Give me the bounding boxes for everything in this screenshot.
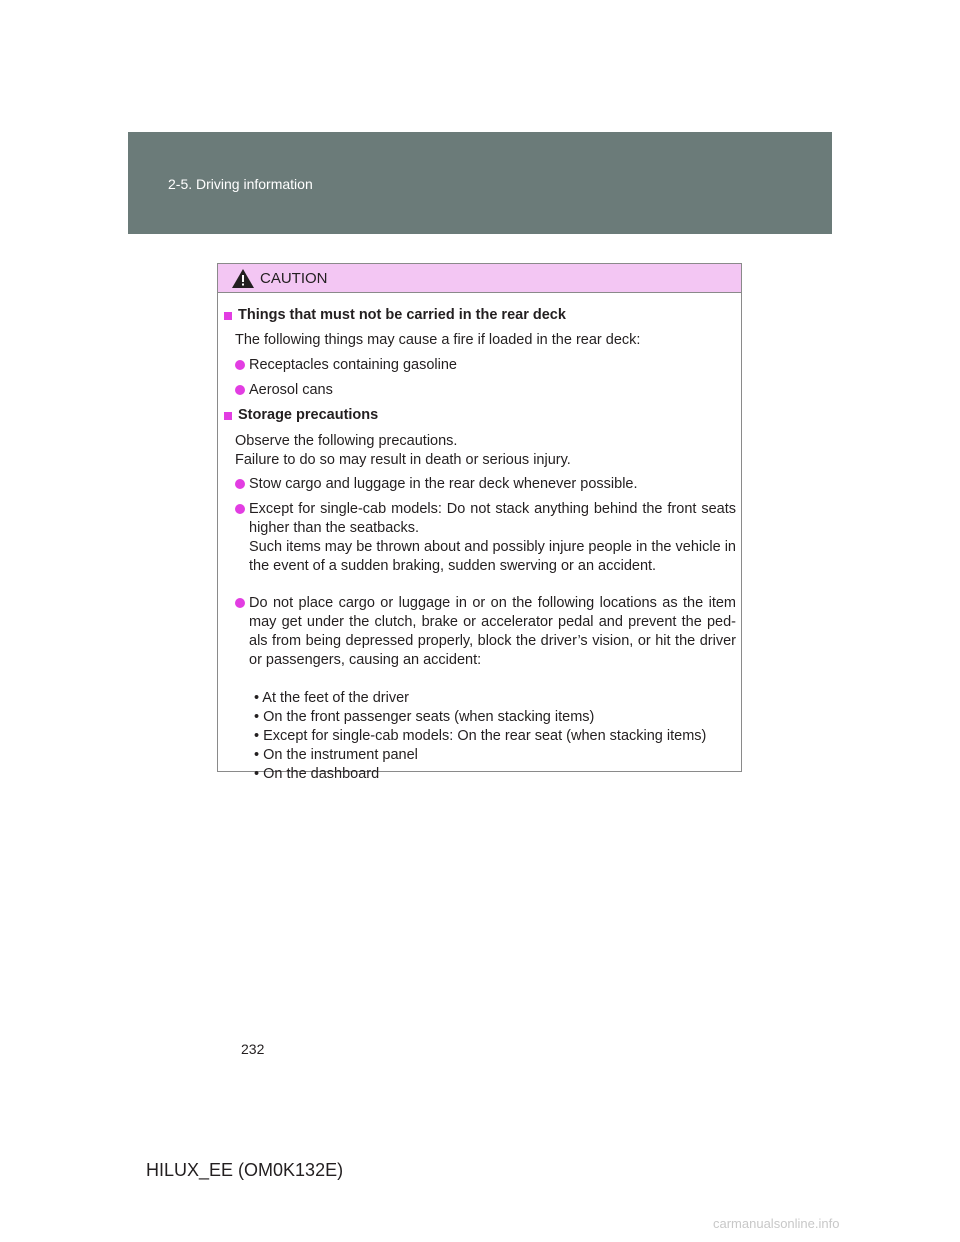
list-item: Do not place cargo or luggage in or on the following locations as the item may get under the clutch, brake or accelerator pedal and prevent the ped- als from being depressed properly, block the driver’s vision, or hit the driver or passengers, causing an accident:: [235, 594, 736, 670]
page-number: 232: [241, 1041, 265, 1057]
caution-box: [217, 263, 742, 782]
square-bullet-icon: [224, 412, 232, 420]
round-bullet-icon: [235, 504, 245, 514]
round-bullet-icon: [235, 479, 245, 489]
section-intro: The following things may cause a fire if loaded in the rear deck:: [235, 332, 641, 348]
section-heading: Storage precautions: [224, 406, 378, 425]
watermark: carmanualsonline.info: [713, 1216, 840, 1231]
square-bullet-icon: [224, 312, 232, 320]
footer-model-code: HILUX_EE (OM0K132E): [146, 1160, 344, 1180]
round-bullet-icon: [235, 598, 245, 608]
sub-list-item: • On the instrument panel: [254, 747, 418, 763]
round-bullet-icon: [235, 385, 245, 395]
sub-list-item: • On the front passenger seats (when stacking items): [254, 709, 595, 725]
list-item: Except for single-cab models: Do not stack anything behind the front seats higher than the seatbacks. Such items may be thrown about and possibly injure people in the vehicle in the event of a sudden braking, sudden swerving or an accident.: [235, 500, 736, 576]
list-item: Stow cargo and luggage in the rear deck whenever possible.: [235, 475, 736, 494]
section-intro: Observe the following precautions. Failure to do so may result in death or serious injury.: [235, 433, 571, 468]
sub-list: [254, 689, 735, 784]
caution-title: CAUTION: [260, 270, 328, 287]
sub-list-item: • Except for single-cab models: On the rear seat (when stacking items): [254, 728, 707, 744]
header-band: [128, 132, 832, 234]
sub-list-item: • On the dashboard: [254, 766, 380, 782]
warning-triangle-icon: [231, 268, 255, 289]
round-bullet-icon: [235, 360, 245, 370]
caution-header: [218, 264, 741, 293]
sub-list-item: • At the feet of the driver: [254, 690, 409, 706]
section-heading: Things that must not be carried in the rear deck: [224, 306, 566, 325]
list-item: Aerosol cans: [235, 381, 736, 400]
section-label: 2-5. Driving information: [168, 176, 313, 192]
list-item: Receptacles containing gasoline: [235, 356, 736, 375]
